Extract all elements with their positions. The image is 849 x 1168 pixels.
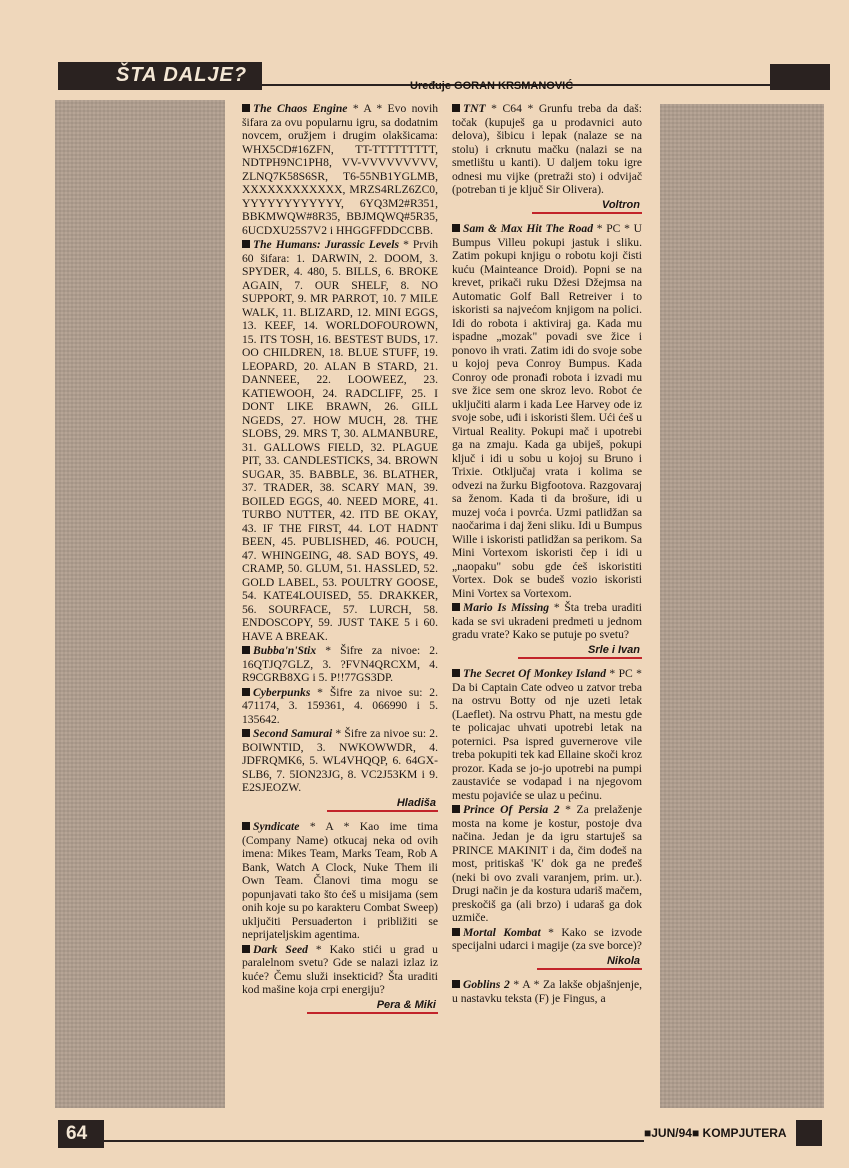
tip-entry bbox=[452, 102, 642, 197]
game-title: Sam & Max Hit The Road bbox=[463, 222, 593, 235]
tip-text: * Kako se izvode specijalni udarci i magije (za sve borce)? bbox=[452, 925, 642, 952]
game-title: Bubba'n'Stix bbox=[253, 644, 317, 657]
bullet-square-icon bbox=[452, 669, 460, 677]
bullet-square-icon bbox=[452, 104, 460, 112]
tip-entry bbox=[452, 222, 642, 600]
author-signature bbox=[242, 999, 438, 1013]
tip-entry bbox=[452, 803, 642, 925]
tip-text: * C64 * Grunfu treba da daš: točak (kupuješ ga u prodavnici auto delova), šibicu i lepak (nalaze se na stolu) i crknutu mačku (nalazi se na smetlištu u kanti). U daljem toku igre odnesi mu vijke (pretraži sto) i odvijač (potreban ti je ključ Sir Olivera). bbox=[452, 102, 642, 196]
author-name: Pera & Miki bbox=[307, 999, 438, 1014]
tip-entry bbox=[452, 601, 642, 642]
author-name: Voltron bbox=[532, 199, 642, 214]
magazine-name: KOMPJUTERA bbox=[702, 1126, 787, 1140]
bullet-square-icon bbox=[242, 646, 250, 654]
author-name: Nikola bbox=[537, 955, 642, 970]
game-title: Dark Seed bbox=[253, 942, 308, 956]
bullet-square-icon bbox=[452, 928, 460, 936]
bullet-square-icon bbox=[452, 980, 460, 988]
footer-rule bbox=[104, 1140, 644, 1142]
tip-entry bbox=[242, 820, 438, 942]
game-title: Mortal Kombat bbox=[463, 925, 541, 939]
tip-text: * A * Kao ime tima (Company Name) otkucaj neka od ovih imena: Mikes Team, Marks Team, Rob A Bank, Watch A Clock, Nuke Them ili Own Team. Članovi tima mogu se popunjavati tako što ćeš u misijama (sem onih koje su po karakteru Combat Sweep) uključiti Persuaderton i približiti se neprijateljskim agentima. bbox=[242, 820, 438, 941]
tip-text: * PC * U Bumpus Villeu pokupi jastuk i sliku. Zatim pokupi knjigu o robotu koji čisti kuću (Mainteance Droid). Popni se na krevet, prikači ruku Džesi Džejmsa na Automatic Golf Ball Retreiver i to iskoristi sa najvećom knjigom na polici. Idi do robota i aktiviraj ga. Kada mu ispadne „mozak" povadi sve žice i ponovo ih vrati. Zatim idi do svoje sobe u kojoj peva Conroy Bumpus. Kada Conroy ode pronađi robota i izvadi mu sve žice sem one skroz levo. Robot će uključiti alarm i kada Lee Harvey ode iz svoje sobe, uđi i iskoristi šlem. Ući ćeš u Virtual Reality. Pokupi mač i upotrebi ga na zmaju. Kada ga ubiješ, pokupi ključ i idi u sobu u kojoj su Bruno i Trixie. Otključaj vrata i kolima se odvezi na žurku Bigfootova. Razgovaraj sa ženom. Kada ti da brošure, idi u muzej voća i povrća. Uzmi patlidžan sa naočarima i daj ženi sliku. Idi u Bumpus Wille i iskoristi patlidžan sa perikom. Sa Mini Vortexom iskoristi čep i idi u „naopaku" sobu gde ćeš iskoristiti Vortex. Dok se budeš vozio iskoristi Mini Vortex sa Vortexom. bbox=[452, 222, 642, 600]
author-signature bbox=[452, 955, 642, 969]
tip-text: * PC * Da bi Captain Cate odveo u zatvor treba na ostrvu Botty od nje uzeti letak (Laeflet). Na ostrvu Phatt, na mestu gde te policajac uhvati upotrebi letak na poternici. Psa ispred guvernerove vile treba pokupiti tek kad Ellaine skoči kroz prozor. Kada se jo-jo upotrebi na pumpi zaustaviće se vodapad i na njegovom mestu pojaviće se ulaz u pećinu. bbox=[452, 667, 642, 802]
author-signature bbox=[452, 199, 642, 213]
tip-entry bbox=[242, 644, 438, 685]
author-signature bbox=[452, 644, 642, 658]
game-title: Syndicate bbox=[253, 820, 300, 833]
bullet-square-icon bbox=[242, 945, 250, 953]
bullet-square-icon bbox=[242, 729, 250, 737]
tip-text: * Šifre za nivoe: 2. 16QTJQ7GLZ, 3. ?FVN4QRCXM, 4. R9CGRB8XG i 5. P!!77GS3DP. bbox=[242, 644, 438, 684]
bullet-square-icon bbox=[452, 224, 460, 232]
game-title: Second Samurai bbox=[253, 727, 333, 740]
tip-entry bbox=[242, 102, 438, 237]
game-title: Mario Is Missing bbox=[463, 601, 550, 614]
tip-entry bbox=[242, 727, 438, 795]
tip-text: * Šta treba uraditi kada se svi ukradeni predmeti u jednom gradu vrate? Kako se putuje po svetu? bbox=[452, 601, 642, 641]
tip-entry bbox=[452, 978, 642, 1005]
author-signature bbox=[242, 797, 438, 811]
bullet-square-icon bbox=[242, 104, 250, 112]
game-title: TNT bbox=[463, 102, 486, 115]
tip-text: * Šifre za nivoe su: 2. BOIWNTID, 3. NWKOWWDR, 4. JDFRQMK6, 5. WL4VHQQP, 6. 64GX-SLB6, 7. 5ION23JG, 8. VC2J53KM i 9. E2SJEOZW. bbox=[242, 727, 438, 794]
bullet-square-icon bbox=[452, 805, 460, 813]
section-title: ŠTA DALJE? bbox=[58, 62, 262, 90]
photo-figure-right bbox=[660, 104, 824, 1108]
tip-text: * A * Za lakše objašnjenje, u nastavku teksta (F) je Fingus, a bbox=[452, 978, 642, 1005]
tip-entry bbox=[452, 667, 642, 802]
game-title: The Secret Of Monkey Island bbox=[463, 667, 607, 680]
author-name: Srle i Ivan bbox=[518, 644, 642, 659]
tip-text: * Prvih 60 šifara: 1. DARWIN, 2. DOOM, 3. SPYDER, 4. 480, 5. BILLS, 6. BROKE AGAIN, 7. OUR SHELF, 8. NO SUPPORT, 9. MR PARROT, 10. 7 MILE WALK, 11. BLIZARD, 12. MINI EGGS, 13. KEEF, 14. WORLDOFOUROWN, 15. ITS TOSH, 16. BESTEST BUDS, 17. OO CHILDREN, 18. BLUE STUFF, 19. LEOPARD, 20. ALAN B STARD, 21. DANNEEE, 22. LOOWEEZ, 23. KATIEWOOH, 24. RADCLIFF, 25. I DONT LIKE BRAWN, 26. GILL NGEDS, 27. HOW MUCH, 28. THE SLOBS, 29. MRS T, 30. ALMANBURE, 31. GALLOWS FIELD, 32. PLAGUE PIT, 33. CANDLESTICKS, 34. BROWN SUGAR, 35. BABBLE, 36. BLATHER, 37. TRADER, 38. SCARY MAN, 39. BOILED EGGS, 40. NEED MORE, 41. TURBO NUTTER, 42. ITD BE OKAY, 43. IF THE FIRST, 44. LOT HADNT BEEN, 45. PUBLISHED, 46. POUCH, 47. WHINGEING, 48. SAD BOYS, 49. CRAMP, 50. GLUM, 51. HASSLED, 52. GOLD LABEL, 53. POULTRY GOOSE, 54. KATE4LOUISED, 55. DRAKKER, 56. SOURFACE, 57. LURCH, 58. ENDOSCOPY, 59. JUST TAKE 5 i 60. HAVE A BREAK. bbox=[242, 238, 438, 643]
game-title: Goblins 2 bbox=[463, 978, 510, 991]
tip-entry bbox=[242, 943, 438, 997]
issue-date: JUN/94 bbox=[651, 1126, 692, 1140]
text-column-a bbox=[242, 102, 438, 1107]
footer-magazine: ■JUN/94■ KOMPJUTERA bbox=[644, 1126, 787, 1140]
bullet-square-icon bbox=[242, 688, 250, 696]
tip-text: * Kako stići u grad u paralelnom svetu? Gde se nalazi izlaz iz kuće? Čemu služi insekticid? Šta uraditi kod mašine koja crpi energiju? bbox=[242, 942, 438, 996]
tip-entry bbox=[242, 686, 438, 727]
bullet-square-icon bbox=[242, 240, 250, 248]
text-column-b bbox=[452, 102, 642, 1107]
tip-entry bbox=[452, 926, 642, 953]
tip-text: * Za prelaženje mosta na kome je kostur, postoje dva načina. Jedan je da igru startuješ sa PRINCE MAKINIT i da, čim dođeš na most, pritiskaš 'K' dok ga ne pređeš (neki bi ovo zvali varanjem, prim. ur.). Drugi način je da kostura udariš mačem, preskočiš ga (ali brzo) i udaraš ga dok uzmiče. bbox=[452, 803, 642, 924]
game-title: Cyberpunks bbox=[253, 685, 311, 699]
game-title: Prince Of Persia 2 bbox=[463, 803, 560, 816]
page-number: 64 bbox=[58, 1120, 104, 1148]
game-title: The Humans: Jurassic Levels bbox=[253, 238, 400, 251]
footer-right-block bbox=[796, 1120, 822, 1146]
tip-entry bbox=[242, 238, 438, 643]
game-title: The Chaos Engine bbox=[253, 102, 348, 115]
tip-text: * A * Evo novih šifara za ovu popularnu igru, sa dodatnim novcem, oružjem i drugim olakšicama: WHX5CD#16ZFN, TT-TTTTTTTTT, NDTPH9NC1PH8, VV-VVVVVVVVV, ZLNQ7K58S6SR, T6-55NB1YGLMB, XXXXXXXXXXXX, MRZS4RLZ6ZC0, YYYYYYYYYYYY, 6YQ3M2#R351, BBKMWQW#8R35, BBJMQWQ#5R35, 6UCDXU25S7V2 i HHGGFFDDCCBB. bbox=[242, 102, 438, 237]
header-right-block bbox=[770, 64, 830, 90]
photo-woman-left bbox=[55, 100, 225, 1108]
bullet-square-icon bbox=[242, 822, 250, 830]
editor-credit: Uređuje GORAN KRSMANOVIĆ bbox=[410, 80, 574, 92]
tip-text: * Šifre za nivoe su: 2. 471174, 3. 159361, 4. 066990 i 5. 135642. bbox=[242, 685, 438, 726]
bullet-square-icon bbox=[452, 603, 460, 611]
author-name: Hladiša bbox=[327, 797, 438, 812]
